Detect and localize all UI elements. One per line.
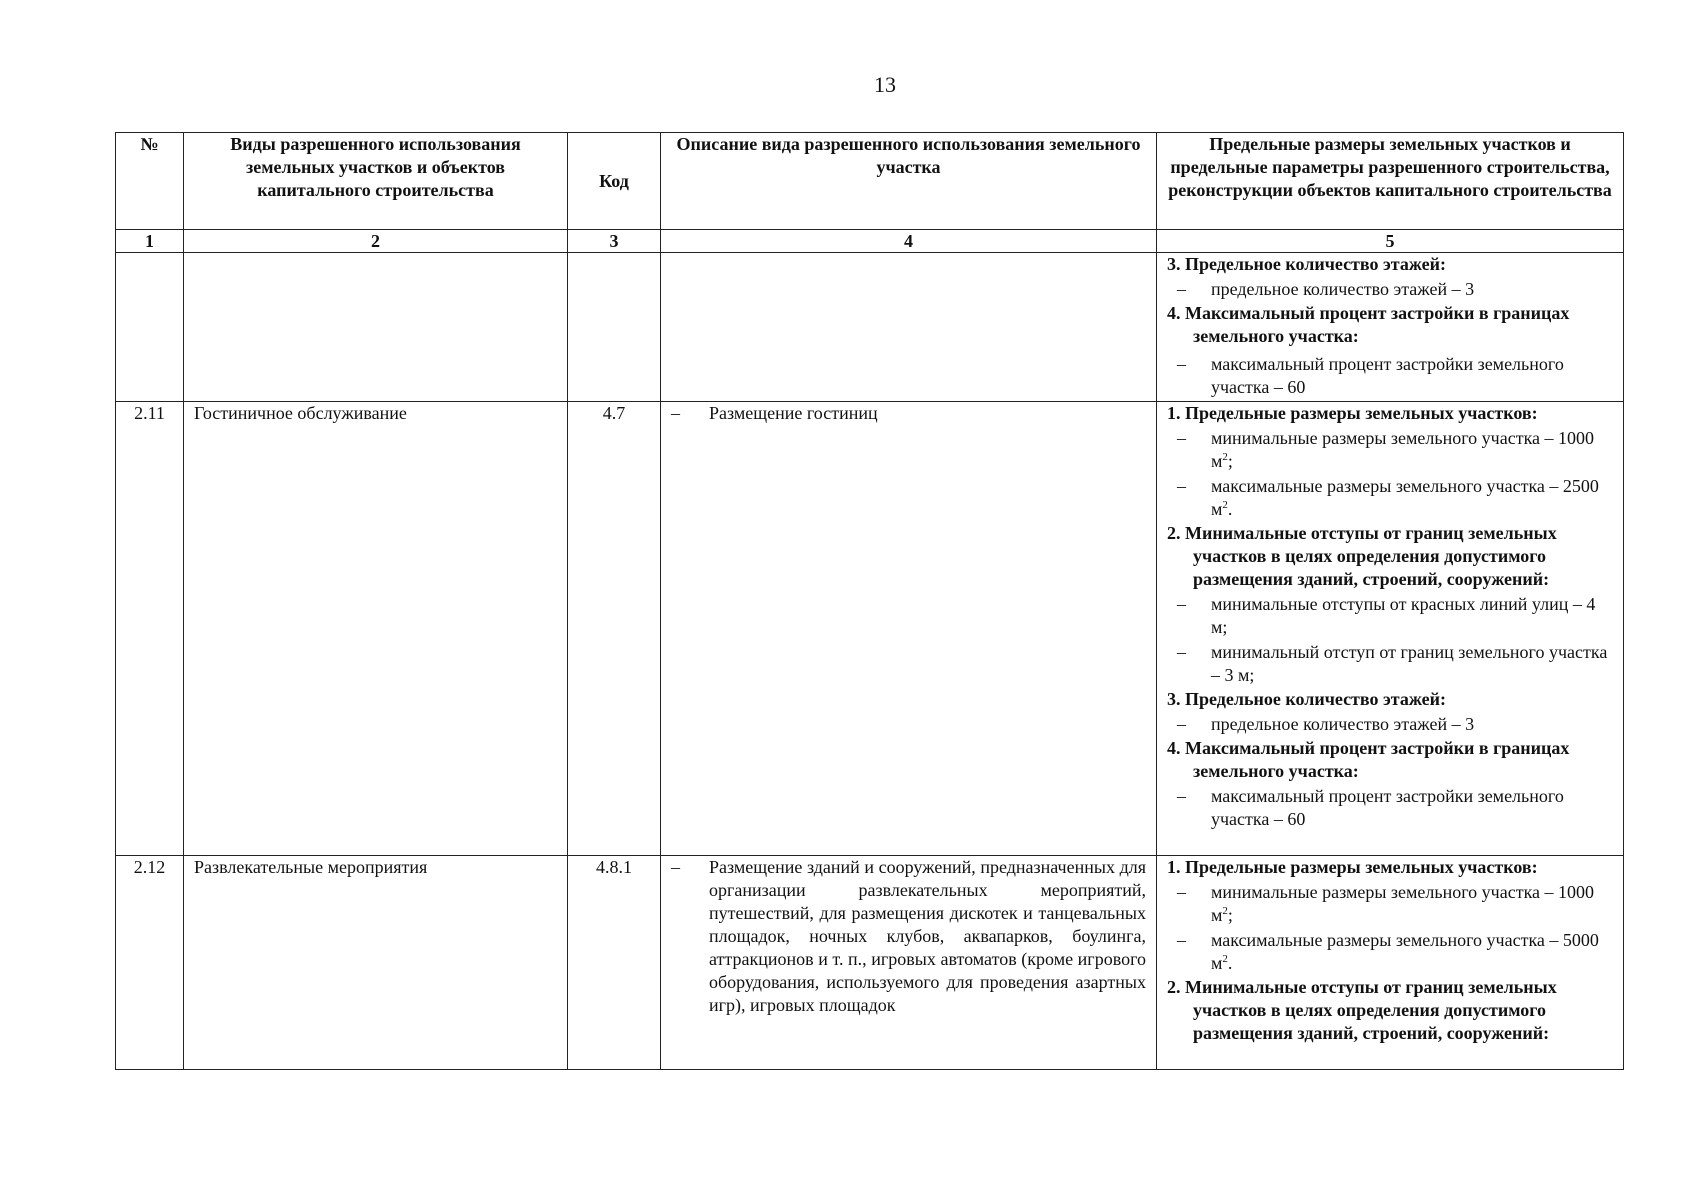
use-description: – Размещение зданий и сооружений, предназначенных для организации развлекательных мероприятий, путешествий, для размещения дискотек и танцевальных площадок, ночных клубов, аквапарков, боулинга, аттракционов и т. п., игровых автоматов (кроме игрового оборудования, используемого для проведения азартных игр), игровых площадок xyxy=(661,856,1157,1070)
param-item: – предельное количество этажей – 3 xyxy=(1177,279,1475,299)
page-number: 13 xyxy=(874,72,896,97)
column-number: 2 xyxy=(184,230,568,253)
param-heading: 2. Минимальные отступы от границ земельных участков в целях определения допустимого размещения зданий, строений, сооружений: xyxy=(1167,977,1557,1043)
param-item: – минимальные размеры земельного участка – 1000 $м^2$; xyxy=(1177,428,1595,471)
land-use-table xyxy=(115,132,1624,1070)
param-heading: 3. Предельное количество этажей: xyxy=(1167,254,1446,274)
row-number: 2.12 xyxy=(116,856,184,1070)
table-row xyxy=(116,856,1624,1070)
column-number: 5 xyxy=(1157,230,1624,253)
param-item: – предельное количество этажей – 3 xyxy=(1177,714,1475,734)
column-number: 1 xyxy=(116,230,184,253)
header-parameters: Предельные размеры земельных участков и предельные параметры разрешенного строительства, реконструкции объектов капитального строительства xyxy=(1157,133,1624,230)
param-heading: 1. Предельные размеры земельных участков: xyxy=(1167,403,1538,423)
param-item: – минимальные размеры земельного участка – 1000 $м^2$; xyxy=(1177,882,1595,925)
param-heading: 2. Минимальные отступы от границ земельных участков в целях определения допустимого размещения зданий, строений, сооружений: xyxy=(1167,523,1557,589)
parameters-cell xyxy=(1157,402,1624,856)
param-item: – минимальный отступ от границ земельного участка – 3 м; xyxy=(1177,642,1608,685)
header-number: № xyxy=(116,133,184,230)
row-number: 2.11 xyxy=(116,402,184,856)
column-number: 3 xyxy=(568,230,661,253)
param-heading: 4. Максимальный процент застройки в границах земельного участка: xyxy=(1167,303,1570,346)
use-description: – Размещение гостиниц xyxy=(661,402,1157,856)
table-row-continuation xyxy=(116,253,1624,402)
column-number-row xyxy=(116,230,1624,253)
param-item: – минимальные отступы от красных линий улиц – 4 м; xyxy=(1177,594,1596,637)
header-description: Описание вида разрешенного использования земельного участка xyxy=(661,133,1157,230)
param-item: – максимальные размеры земельного участка – 2500 $м^2$. xyxy=(1177,476,1599,519)
header-code: Код xyxy=(568,133,661,230)
use-code: 4.8.1 xyxy=(568,856,661,1070)
param-item: – максимальные размеры земельного участка – 5000 $м^2$. xyxy=(1177,930,1599,973)
param-item: – максимальный процент застройки земельного участка – 60 xyxy=(1177,354,1564,397)
table-header-row xyxy=(116,133,1624,230)
use-type-name: Гостиничное обслуживание xyxy=(184,402,568,856)
param-item: – максимальный процент застройки земельного участка – 60 xyxy=(1177,786,1564,829)
parameters-cell xyxy=(1157,253,1624,402)
use-type-name: Развлекательные мероприятия xyxy=(184,856,568,1070)
column-number: 4 xyxy=(661,230,1157,253)
table-row xyxy=(116,402,1624,856)
param-heading: 4. Максимальный процент застройки в границах земельного участка: xyxy=(1167,738,1570,781)
param-heading: 3. Предельное количество этажей: xyxy=(1167,689,1446,709)
use-code: 4.7 xyxy=(568,402,661,856)
param-heading: 1. Предельные размеры земельных участков: xyxy=(1167,857,1538,877)
parameters-cell xyxy=(1157,856,1624,1070)
header-use-types: Виды разрешенного использования земельных участков и объектов капитального строительства xyxy=(184,133,568,230)
